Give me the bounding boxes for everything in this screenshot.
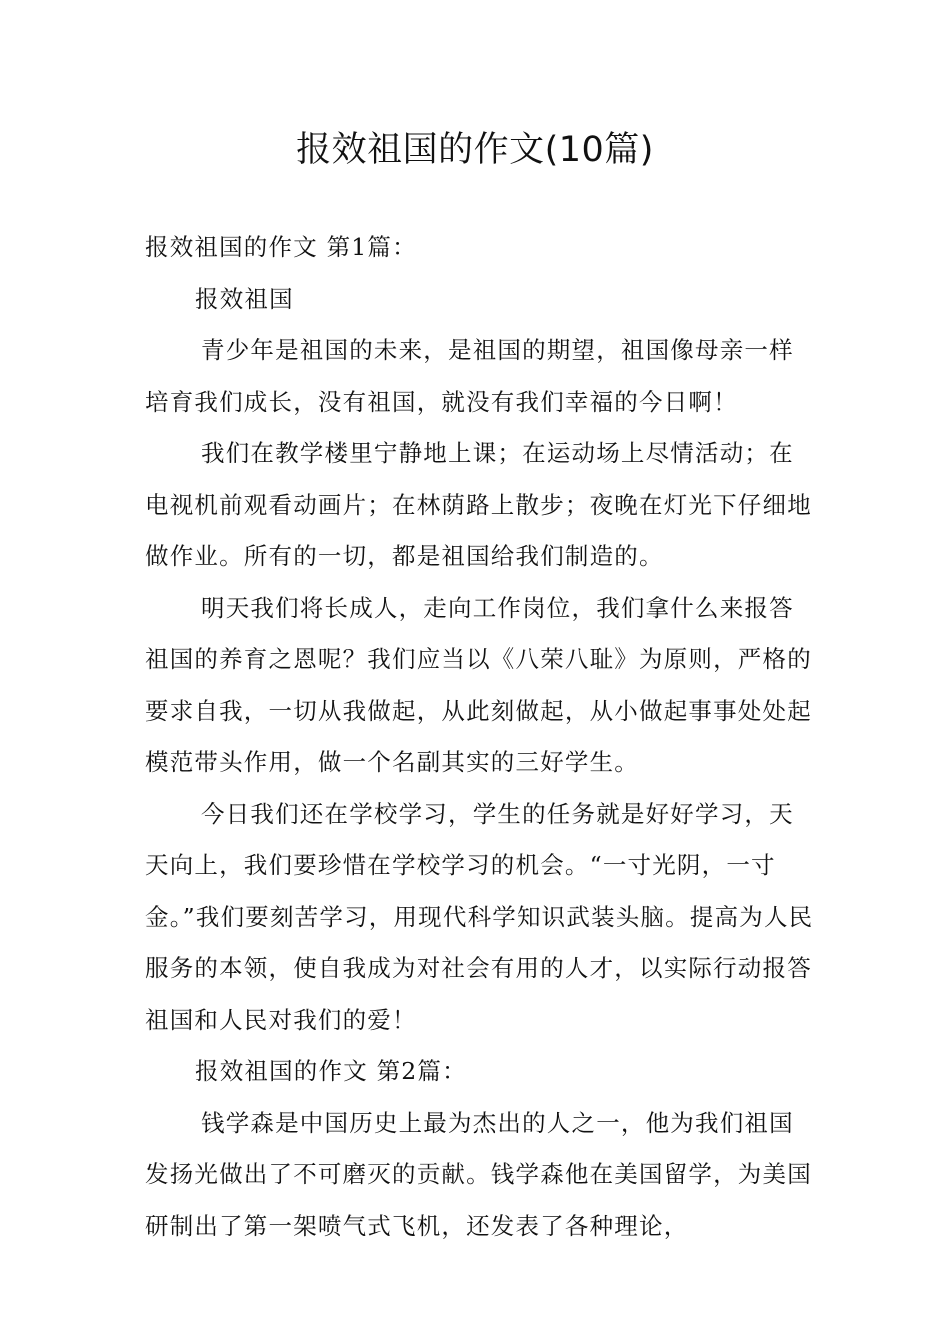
document-title: 报效祖国的作文(10篇) <box>296 130 654 170</box>
paragraph-1: 青少年是祖国的未来，是祖国的期望，祖国像母亲一样培育我们成长，没有祖国，就没有我们幸福的今日啊！ <box>145 336 794 416</box>
section1-subtitle: 报效祖国 <box>195 284 294 313</box>
paragraph-2: 我们在教学楼里宁静地上课；在运动场上尽情活动；在电视机前观看动画片；在林荫路上散步；夜晚在灯光下仔细地做作业。所有的一切，都是祖国给我们制造的。 <box>145 439 812 570</box>
paragraph-5: 钱学森是中国历史上最为杰出的人之一，他为我们祖国发扬光做出了不可磨灭的贡献。钱学森他在美国留学，为美国研制出了第一架喷气式飞机，还发表了各种理论， <box>145 1108 812 1240</box>
section1-heading: 报效祖国的作文 第1篇： <box>145 233 417 261</box>
paragraph-3: 明天我们将长成人，走向工作岗位，我们拿什么来报答祖国的养育之恩呢？我们应当以《八荣八耻》为原则，严格的要求自我，一切从我做起，从此刻做起，从小做起事事处处起模范带头作用，做一个名副其实的三好学生。 <box>145 593 812 776</box>
paragraph-4: 今日我们还在学校学习，学生的任务就是好好学习，天天向上，我们要珍惜在学校学习的机会。“一寸光阴，一寸金。”我们要刻苦学习，用现代科学知识武装头脑。提高为人民服务的本领，使自我成为对社会有用的人才，以实际行动报答祖国和人民对我们的爱！ <box>145 799 814 1034</box>
section2-heading: 报效祖国的作文 第2篇： <box>195 1057 467 1085</box>
document-body <box>145 222 815 1252</box>
